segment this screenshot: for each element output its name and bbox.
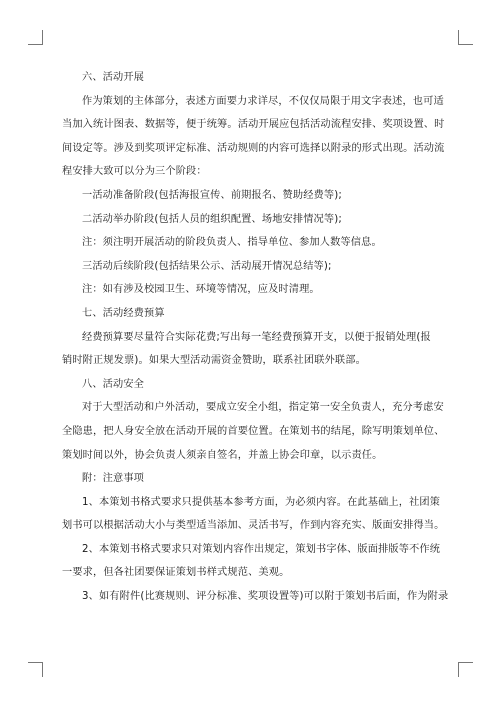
text-line: 二活动举办阶段(包括人员的组织配置、场地安排情况等); [82,213,342,225]
text-line: 3、如有附件(比赛规则、评分标准、奖项设置等)可以附于策划书后面，作为附录 [82,591,449,603]
text-line: 1、本策划书格式要求只提供基本参考方面，为必须内容。在此基础上，社团策 [82,496,441,508]
crop-mark-bottom-left [28,662,43,677]
text-line: 程安排大致可以分为三个阶段： [62,166,207,178]
text-line: 三活动后续阶段(包括结果公示、活动展开情况总结等); [82,260,332,272]
text-line: 当加入统计图表、数据等，便于统筹。活动开展应包括活动流程安排、奖项设置、时 [62,119,445,131]
crop-mark-top-left [28,30,43,45]
text-line: 七、活动经费预算 [82,307,165,319]
text-line: 经费预算要尽量符合实际花费;写出每一笔经费预算开支，以便于报销处理(报 [82,331,431,343]
text-line: 六、活动开展 [82,72,145,83]
text-line: 一活动准备阶段(包括海报宣传、前期报名、赞助经费等); [82,189,342,201]
text-line: 划书可以根据活动大小与类型适当添加、灵活书写，作到内容充实、版面安排得当。 [62,520,445,532]
text-line: 策划时间以外，协会负责人须亲自签名，并盖上协会印章，以示责任。 [62,449,383,461]
text-line: 八、活动安全 [82,378,145,390]
crop-mark-bottom-right [458,662,473,677]
text-line: 一要求，但各社团要保证策划书样式规范、美观。 [62,567,290,579]
text-line: 间设定等。涉及到奖项评定标准、活动规则的内容可选择以附录的形式出现。活动流 [62,142,445,154]
document-body [62,66,449,609]
text-line: 注：须注明开展活动的阶段负责人、指导单位、参加人数等信息。 [82,237,382,249]
text-line: 2、本策划书格式要求只对策划内容作出规定，策划书字体、版面排版等不作统 [82,543,441,555]
text-line: 注：如有涉及校园卫生、环境等情况，应及时清理。 [82,284,320,296]
text-line: 销时附正规发票)。如果大型活动需资金赞助，联系社团联外联部。 [62,355,366,367]
text-line: 全隐患，把人身安全放在活动开展的首要位置。在策划书的结尾，除写明策划单位、 [62,425,445,437]
text-line: 附：注意事项 [82,473,145,485]
text-line: 作为策划的主体部分，表述方面要力求详尽，不仅仅局限于用文字表述，也可适 [82,95,444,107]
text-line: 对于大型活动和户外活动，要成立安全小组，指定第一安全负责人，充分考虑安 [82,402,444,414]
crop-mark-top-right [458,30,473,45]
